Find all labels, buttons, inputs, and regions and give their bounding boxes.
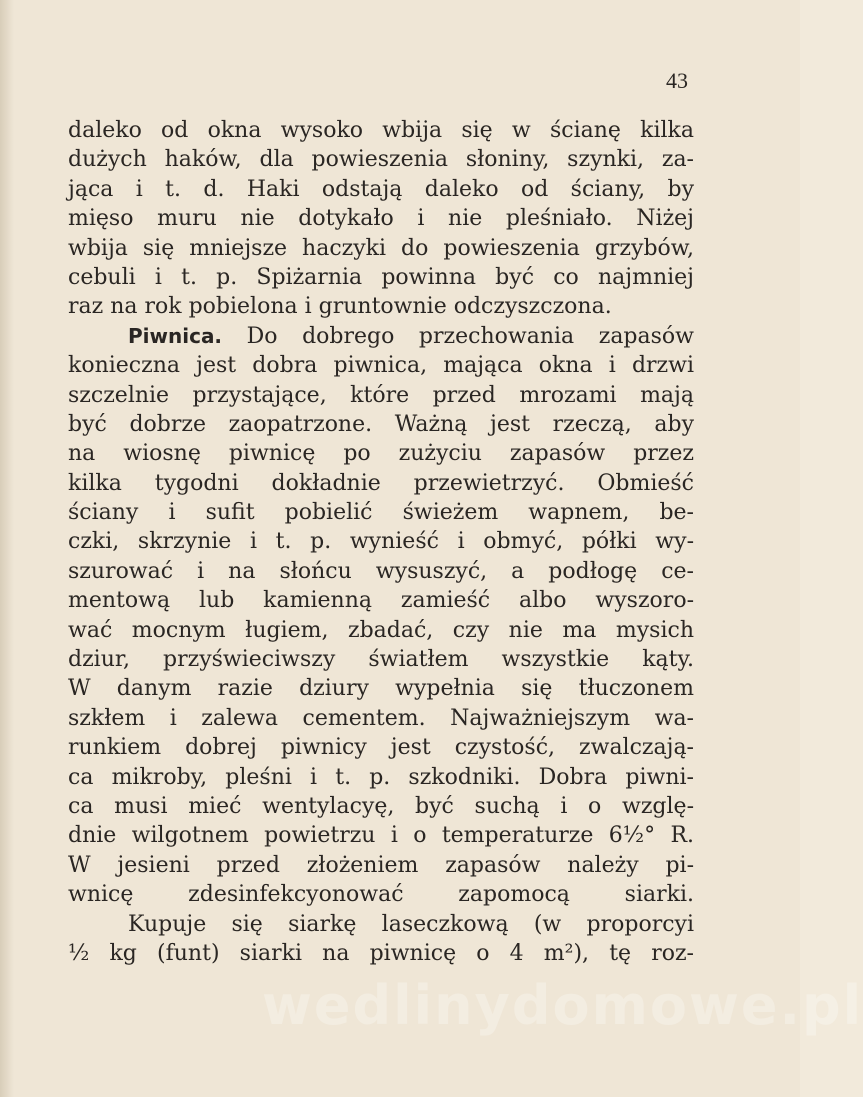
text-line: konieczna jest dobra piwnica, mająca okna i drzwi: [68, 353, 694, 379]
text-line: ca musi mieć wentylacyę, być suchą i o wzglę-: [68, 793, 694, 819]
text-line: dziur, przyświeciwszy światłem wszystkie kąty.: [68, 647, 694, 673]
page-binding-shadow: [0, 0, 14, 1097]
page-number: 43: [666, 68, 688, 93]
text-line: wbija się mniejsze haczyki do powieszenia grzybów,: [68, 235, 694, 261]
text-line: szkłem i zalewa cementem. Najważniejszym wa-: [68, 705, 694, 731]
text-line: szczelnie przystające, które przed mrozami mają: [68, 382, 694, 408]
text-line: wać mocnym ługiem, zbadać, czy nie ma mysich: [68, 617, 694, 643]
text-line: cebuli i t. p. Spiżarnia powinna być co najmniej: [68, 264, 694, 290]
text-line: szurować i na słońcu wysuszyć, a podłogę ce-: [68, 558, 694, 584]
text-line: W jesieni przed złożeniem zapasów należy pi-: [68, 852, 694, 878]
text-line: dużych haków, dla powieszenia słoniny, szynki, za-: [68, 147, 694, 173]
text-line: W danym razie dziury wypełnia się tłuczonem: [68, 676, 694, 702]
text-line: mentową lub kamienną zamieść albo wyszoro-: [68, 588, 694, 614]
text-line: ca mikroby, pleśni i t. p. szkodniki. Dobra piwni-: [68, 764, 694, 790]
text-line: mięso muru nie dotykało i nie pleśniało. Niżej: [68, 206, 694, 232]
section-first-line-text: Do dobrego przechowania zapasów: [246, 323, 694, 349]
section-heading: Piwnica.: [128, 323, 223, 348]
text-line: na wiosnę piwnicę po zużyciu zapasów przez: [68, 441, 694, 467]
text-line: dnie wilgotnem powietrzu i o temperaturze 6½° R.: [68, 823, 694, 849]
text-line: kilka tygodni dokładnie przewietrzyć. Obmieść: [68, 470, 694, 496]
section-first-line: [68, 322, 694, 351]
text-line: czki, skrzynie i t. p. wynieść i obmyć, półki wy-: [68, 529, 694, 555]
text-line: runkiem dobrej piwnicy jest czystość, zwalczają-: [68, 735, 694, 761]
body-text: [68, 116, 694, 968]
text-line: być dobrze zaopatrzone. Ważną jest rzeczą, aby: [68, 411, 694, 437]
text-line: raz na rok pobielona i gruntownie odczyszczona.: [68, 294, 612, 320]
watermark: wedlinydomowe.pl: [262, 974, 863, 1037]
text-line: jąca i t. d. Haki odstają daleko od ściany, by: [68, 176, 694, 202]
text-line: Kupuje się siarkę laseczkową (w proporcyi: [128, 911, 694, 937]
text-line: ściany i sufit pobielić świeżem wapnem, be-: [68, 500, 694, 526]
text-line: daleko od okna wysoko wbija się w ścianę kilka: [68, 118, 694, 143]
text-line: ½ kg (funt) siarki na piwnicę o 4 m²), tę roz-: [68, 940, 694, 966]
text-line: wnicę zdesinfekcyonować zapomocą siarki.: [68, 882, 694, 908]
